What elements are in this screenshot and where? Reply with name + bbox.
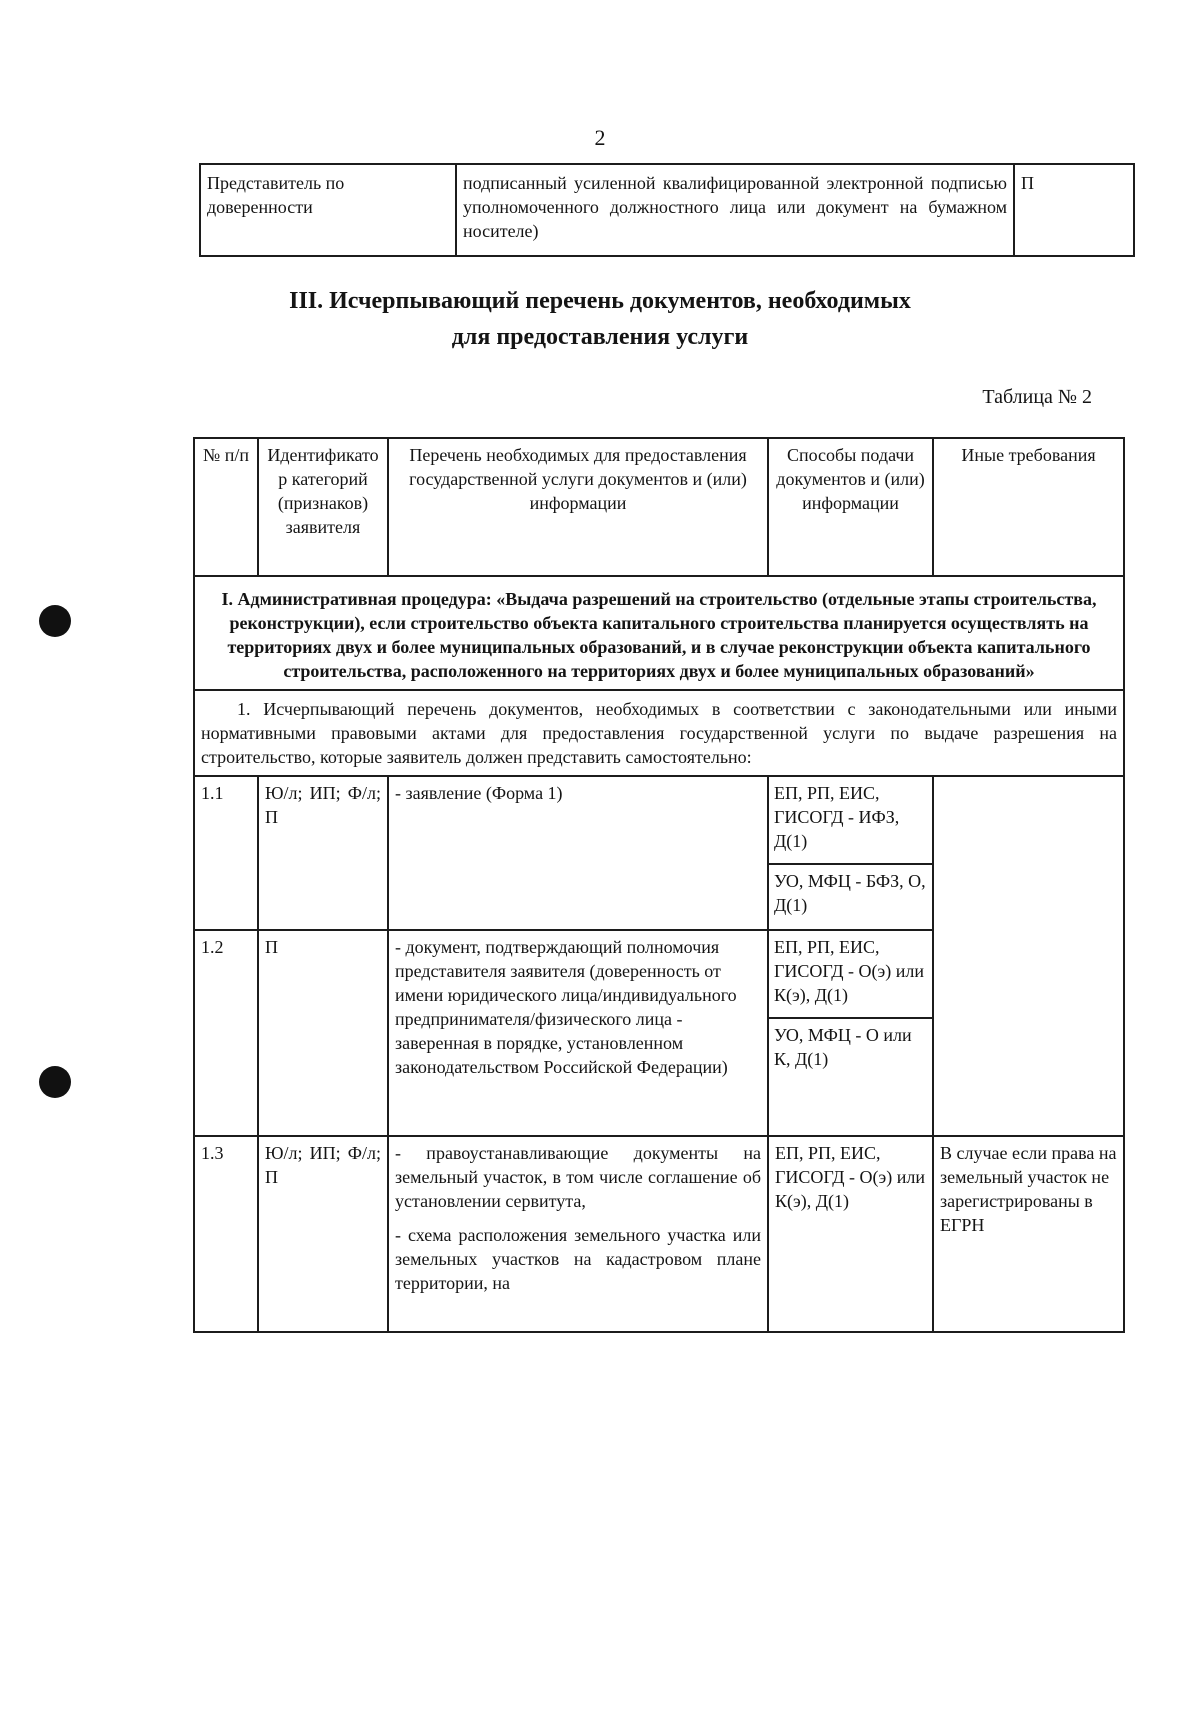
cell-category: П [1014,164,1134,256]
row-document-item: - схема расположения земельного участка или земельных участков на кадастровом плане территории, на [395,1225,761,1293]
row-document-item: - правоустанавливающие документы на земельный участок, в том числе соглашение об установлении сервитута, [395,1143,761,1211]
row-category: Ю/л; ИП; Ф/л; П [258,1136,388,1332]
intro-row [194,690,1124,776]
documents-table [193,437,1125,1333]
method-electronic: ЕП, РП, ЕИС, ГИСОГД - ИФЗ, Д(1) [769,777,932,864]
row-methods: ЕП, РП, ЕИС, ГИСОГД - О(э) или К(э), Д(1) [768,1136,933,1332]
header-methods: Способы подачи документов и (или) информации [768,438,933,576]
row-document [388,1136,768,1332]
section-heading-line-2: для предоставления услуги [451,324,749,350]
header-documents: Перечень необходимых для предоставления государственной услуги документов и (или) информации [388,438,768,576]
method-electronic: ЕП, РП, ЕИС, ГИСОГД - О(э) или К(э), Д(1) [769,931,932,1018]
section-heading-line-1: III. Исчерпывающий перечень документов, необходимых [289,288,911,314]
row-category: П [258,930,388,1136]
row-number: 1.2 [194,930,258,1136]
table-row [200,164,1134,256]
procedure-row [194,576,1124,690]
punch-hole-mark [39,1066,71,1098]
header-other: Иные требования [933,438,1124,576]
header-number: № п/п [194,438,258,576]
cell-applicant-type: Представитель по доверенности [200,164,456,256]
continuation-table [199,163,1135,257]
table-row [194,1136,1124,1332]
table-row [194,776,1124,930]
table-header-row [194,438,1124,576]
punch-hole-mark [39,605,71,637]
row-methods [768,776,933,930]
section-heading [0,283,1200,355]
row-document: - документ, подтверждающий полномочия представителя заявителя (доверенность от имени юридического лица/индивидуального предпринимателя/физического лица - заверенная в порядке, установленном законодательством Российской Федерации) [388,930,768,1136]
page-number: 2 [594,125,606,150]
method-in-person: УО, МФЦ - БФЗ, О, Д(1) [774,871,926,915]
row-number: 1.3 [194,1136,258,1332]
row-number: 1.1 [194,776,258,930]
row-other [933,776,1124,1136]
row-other: В случае если права на земельный участок не зарегистрированы в ЕГРН [933,1136,1124,1332]
row-document: - заявление (Форма 1) [388,776,768,930]
row-category: Ю/л; ИП; Ф/л; П [258,776,388,930]
cell-document-description: подписанный усиленной квалифицированной электронной подписью уполномоченного должностного лица или документ на бумажном носителе) [456,164,1014,256]
header-category: Идентификатор категорий (признаков) заявителя [258,438,388,576]
table-caption: Таблица № 2 [982,386,1092,408]
intro-text: 1. Исчерпывающий перечень документов, необходимых в соответствии с законодательными или иными нормативными правовыми актами для предоставления государственной услуги по выдаче разрешения на строительство, которые заявитель должен представить самостоятельно: [194,690,1124,776]
procedure-title: I. Административная процедура: «Выдача разрешений на строительство (отдельные этапы строительства, реконструкции), если строительство объекта капитального строительства планируется осуществлять на территориях двух и более муниципальных образований, и в случае реконструкции объекта капитального строительства, расположенного на территориях двух и более муниципальных образований» [194,576,1124,690]
method-in-person: УО, МФЦ - О или К, Д(1) [774,1025,912,1069]
row-methods [768,930,933,1136]
